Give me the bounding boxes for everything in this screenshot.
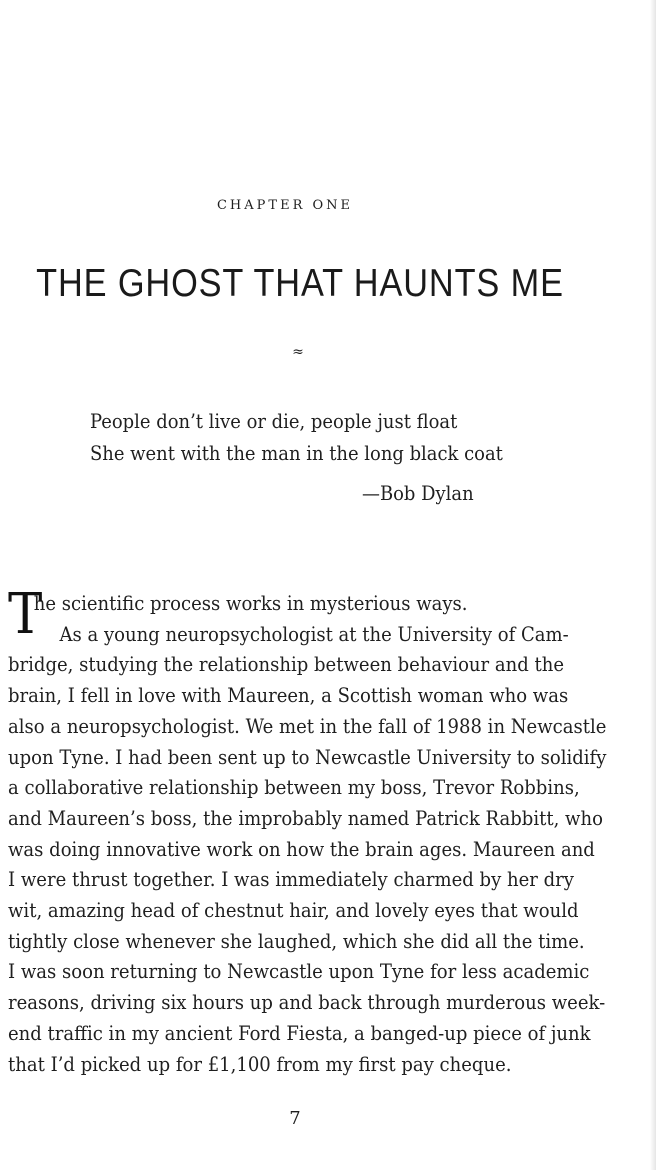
body-line: I was soon returning to Newcastle upon Tyne for less academic xyxy=(8,960,590,984)
body-line: I were thrust together. I was immediately charmed by her dry xyxy=(8,868,574,892)
body-line: As a young neuropsychologist at the University of Cam- xyxy=(59,622,569,646)
drop-cap: T xyxy=(8,582,43,647)
epigraph-line: She went with the man in the long black coat xyxy=(90,442,503,465)
body-line: a collaborative relationship between my boss, Trevor Robbins, xyxy=(8,776,580,800)
body-line: bridge, studying the relationship between behaviour and the xyxy=(8,653,565,677)
body-line: reasons, driving six hours up and back through murderous week- xyxy=(8,991,606,1015)
epigraph-line: People don’t live or die, people just float xyxy=(90,410,458,433)
body-line: end traffic in my ancient Ford Fiesta, a banged-up piece of junk xyxy=(8,1021,591,1045)
body-line: he scientific process works in mysterious ways. xyxy=(33,592,468,615)
body-line: wit, amazing head of chestnut hair, and lovely eyes that would xyxy=(8,899,579,923)
chapter-title: THE GHOST THAT HAUNTS ME xyxy=(36,262,564,305)
epigraph-attribution: —Bob Dylan xyxy=(362,482,474,505)
body-line: was doing innovative work on how the brain ages. Maureen and xyxy=(8,837,595,861)
page-edge xyxy=(650,0,656,1170)
body-line: brain, I fell in love with Maureen, a Scottish woman who was xyxy=(8,684,569,708)
chapter-label: CHAPTER ONE xyxy=(216,198,354,213)
body-text xyxy=(8,582,607,1080)
page-number: 7 xyxy=(289,1108,301,1129)
body-line: tightly close whenever she laughed, which she did all the time. xyxy=(8,929,585,953)
body-line: that I’d picked up for £1,100 from my first pay cheque. xyxy=(8,1052,512,1076)
body-line: also a neuropsychologist. We met in the fall of 1988 in Newcastle xyxy=(8,714,607,738)
ornament-divider: ≈ xyxy=(292,344,304,360)
body-line: upon Tyne. I had been sent up to Newcastle University to solidify xyxy=(8,745,607,769)
epigraph xyxy=(90,406,503,470)
body-line: and Maureen’s boss, the improbably named Patrick Rabbitt, who xyxy=(8,806,603,830)
